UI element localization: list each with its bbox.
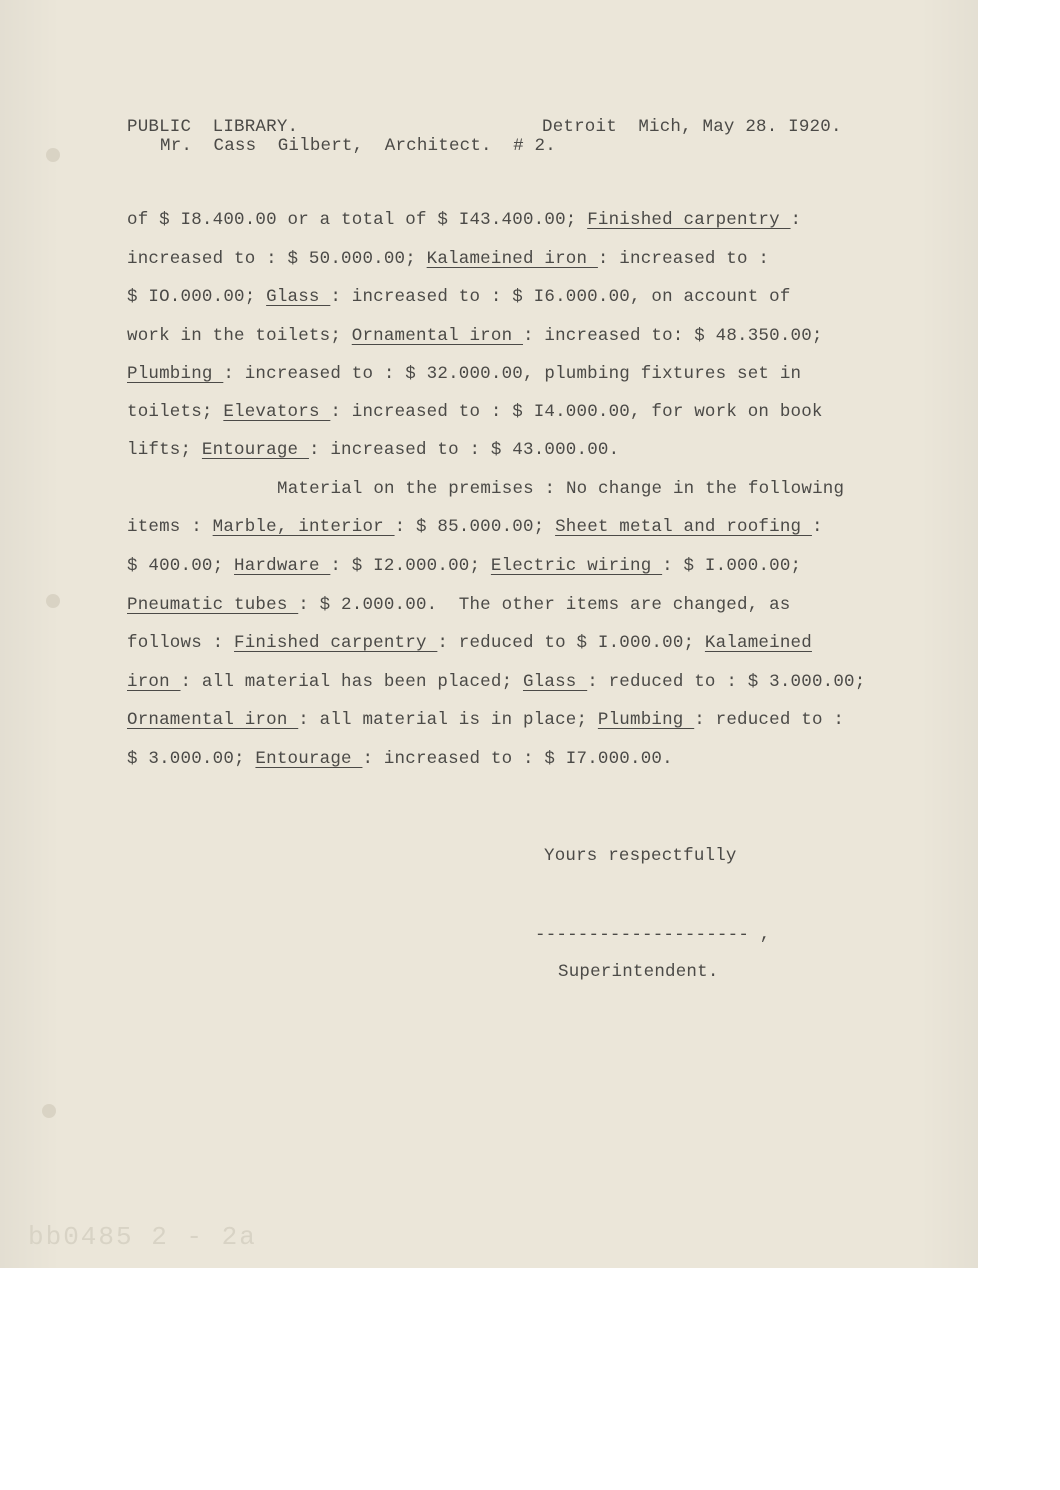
body-line: Material on the premises : No change in the following xyxy=(277,479,845,499)
text-run: : increased to : $ I7.000.00. xyxy=(362,749,673,769)
header-title: PUBLIC LIBRARY. xyxy=(127,117,299,137)
underlined-item: Glass xyxy=(522,672,588,692)
text-run: follows : xyxy=(127,633,235,653)
text-run: : increased to : xyxy=(597,249,770,269)
text-run: work in the toilets; xyxy=(127,326,352,346)
text-run: lifts; xyxy=(127,440,202,460)
text-run: : increased to : $ I4.000.00, for work on book xyxy=(330,402,823,422)
text-run: : reduced to : $ 3.000.00; xyxy=(587,672,866,692)
underlined-item: Marble, interior xyxy=(212,517,395,537)
text-run: : xyxy=(790,210,802,230)
text-run: : $ I2.000.00; xyxy=(330,556,491,576)
underlined-item: Plumbing xyxy=(597,710,695,730)
underlined-item: Ornamental iron xyxy=(351,326,523,346)
underlined-item: Ornamental iron xyxy=(127,710,299,730)
text-run: toilets; xyxy=(127,402,224,422)
underlined-item: Electric wiring xyxy=(490,556,663,576)
body-line xyxy=(127,287,791,307)
text-run: increased to : $ 50.000.00; xyxy=(127,249,427,269)
underlined-item: Entourage xyxy=(201,440,309,460)
text-run: : $ I.000.00; xyxy=(662,556,802,576)
underlined-item: Pneumatic tubes xyxy=(127,595,299,615)
text-run: $ 3.000.00; xyxy=(127,749,256,769)
text-run: : xyxy=(811,517,823,537)
underlined-item: Elevators xyxy=(223,402,331,422)
underlined-item: Finished carpentry xyxy=(587,210,791,230)
text-run: : increased to : $ 32.000.00, plumbing fixtures set in xyxy=(223,364,802,384)
signature-line: -------------------- , xyxy=(535,925,771,945)
underlined-item: iron xyxy=(127,672,181,692)
signer-title: Superintendent. xyxy=(558,962,719,982)
closing-salutation: Yours respectfully xyxy=(544,846,737,866)
text-run: : $ 85.000.00; xyxy=(394,517,556,537)
punch-hole xyxy=(46,594,60,608)
text-run: : increased to: $ 48.350.00; xyxy=(522,326,823,346)
underlined-item: Kalameined xyxy=(704,633,812,653)
text-run: : reduced to : xyxy=(694,710,845,730)
underlined-item: Glass xyxy=(266,287,331,307)
text-run: : increased to : $ I6.000.00, on account of xyxy=(330,287,791,307)
body-line xyxy=(127,556,801,576)
body-line xyxy=(127,710,844,730)
underlined-item: Hardware xyxy=(234,556,331,576)
punch-hole xyxy=(42,1104,56,1118)
punch-hole xyxy=(46,148,60,162)
body-line xyxy=(127,249,769,269)
underlined-item: Kalameined iron xyxy=(426,249,598,269)
body-line xyxy=(127,633,812,653)
underlined-item: Plumbing xyxy=(127,364,224,384)
text-run: $ 400.00; xyxy=(127,556,235,576)
body-line xyxy=(127,440,619,460)
underlined-item: Sheet metal and roofing xyxy=(555,517,812,537)
text-run: : all material is in place; xyxy=(298,710,598,730)
body-line xyxy=(127,326,823,346)
header-addressee: Mr. Cass Gilbert, Architect. # 2. xyxy=(160,136,556,156)
text-run: items : xyxy=(127,517,213,537)
text-run: of $ I8.400.00 or a total of $ I43.400.00; xyxy=(127,210,588,230)
body-line xyxy=(127,672,865,692)
header-place-date: Detroit Mich, May 28. I920. xyxy=(542,117,842,137)
body-line xyxy=(127,364,801,384)
body-line xyxy=(127,210,801,230)
text-run: : all material has been placed; xyxy=(180,672,523,692)
text-run: : reduced to $ I.000.00; xyxy=(437,633,705,653)
body-line xyxy=(127,749,673,769)
text-run: : increased to : $ 43.000.00. xyxy=(308,440,620,460)
body-line xyxy=(127,595,791,615)
text-run: $ IO.000.00; xyxy=(127,287,267,307)
underlined-item: Finished carpentry xyxy=(234,633,438,653)
underlined-item: Entourage xyxy=(255,749,363,769)
archive-stamp: bb0485 2 - 2a xyxy=(28,1222,257,1252)
body-line xyxy=(127,517,823,537)
body-line xyxy=(127,402,823,422)
text-run: : $ 2.000.00. The other items are changed, as xyxy=(298,595,791,615)
